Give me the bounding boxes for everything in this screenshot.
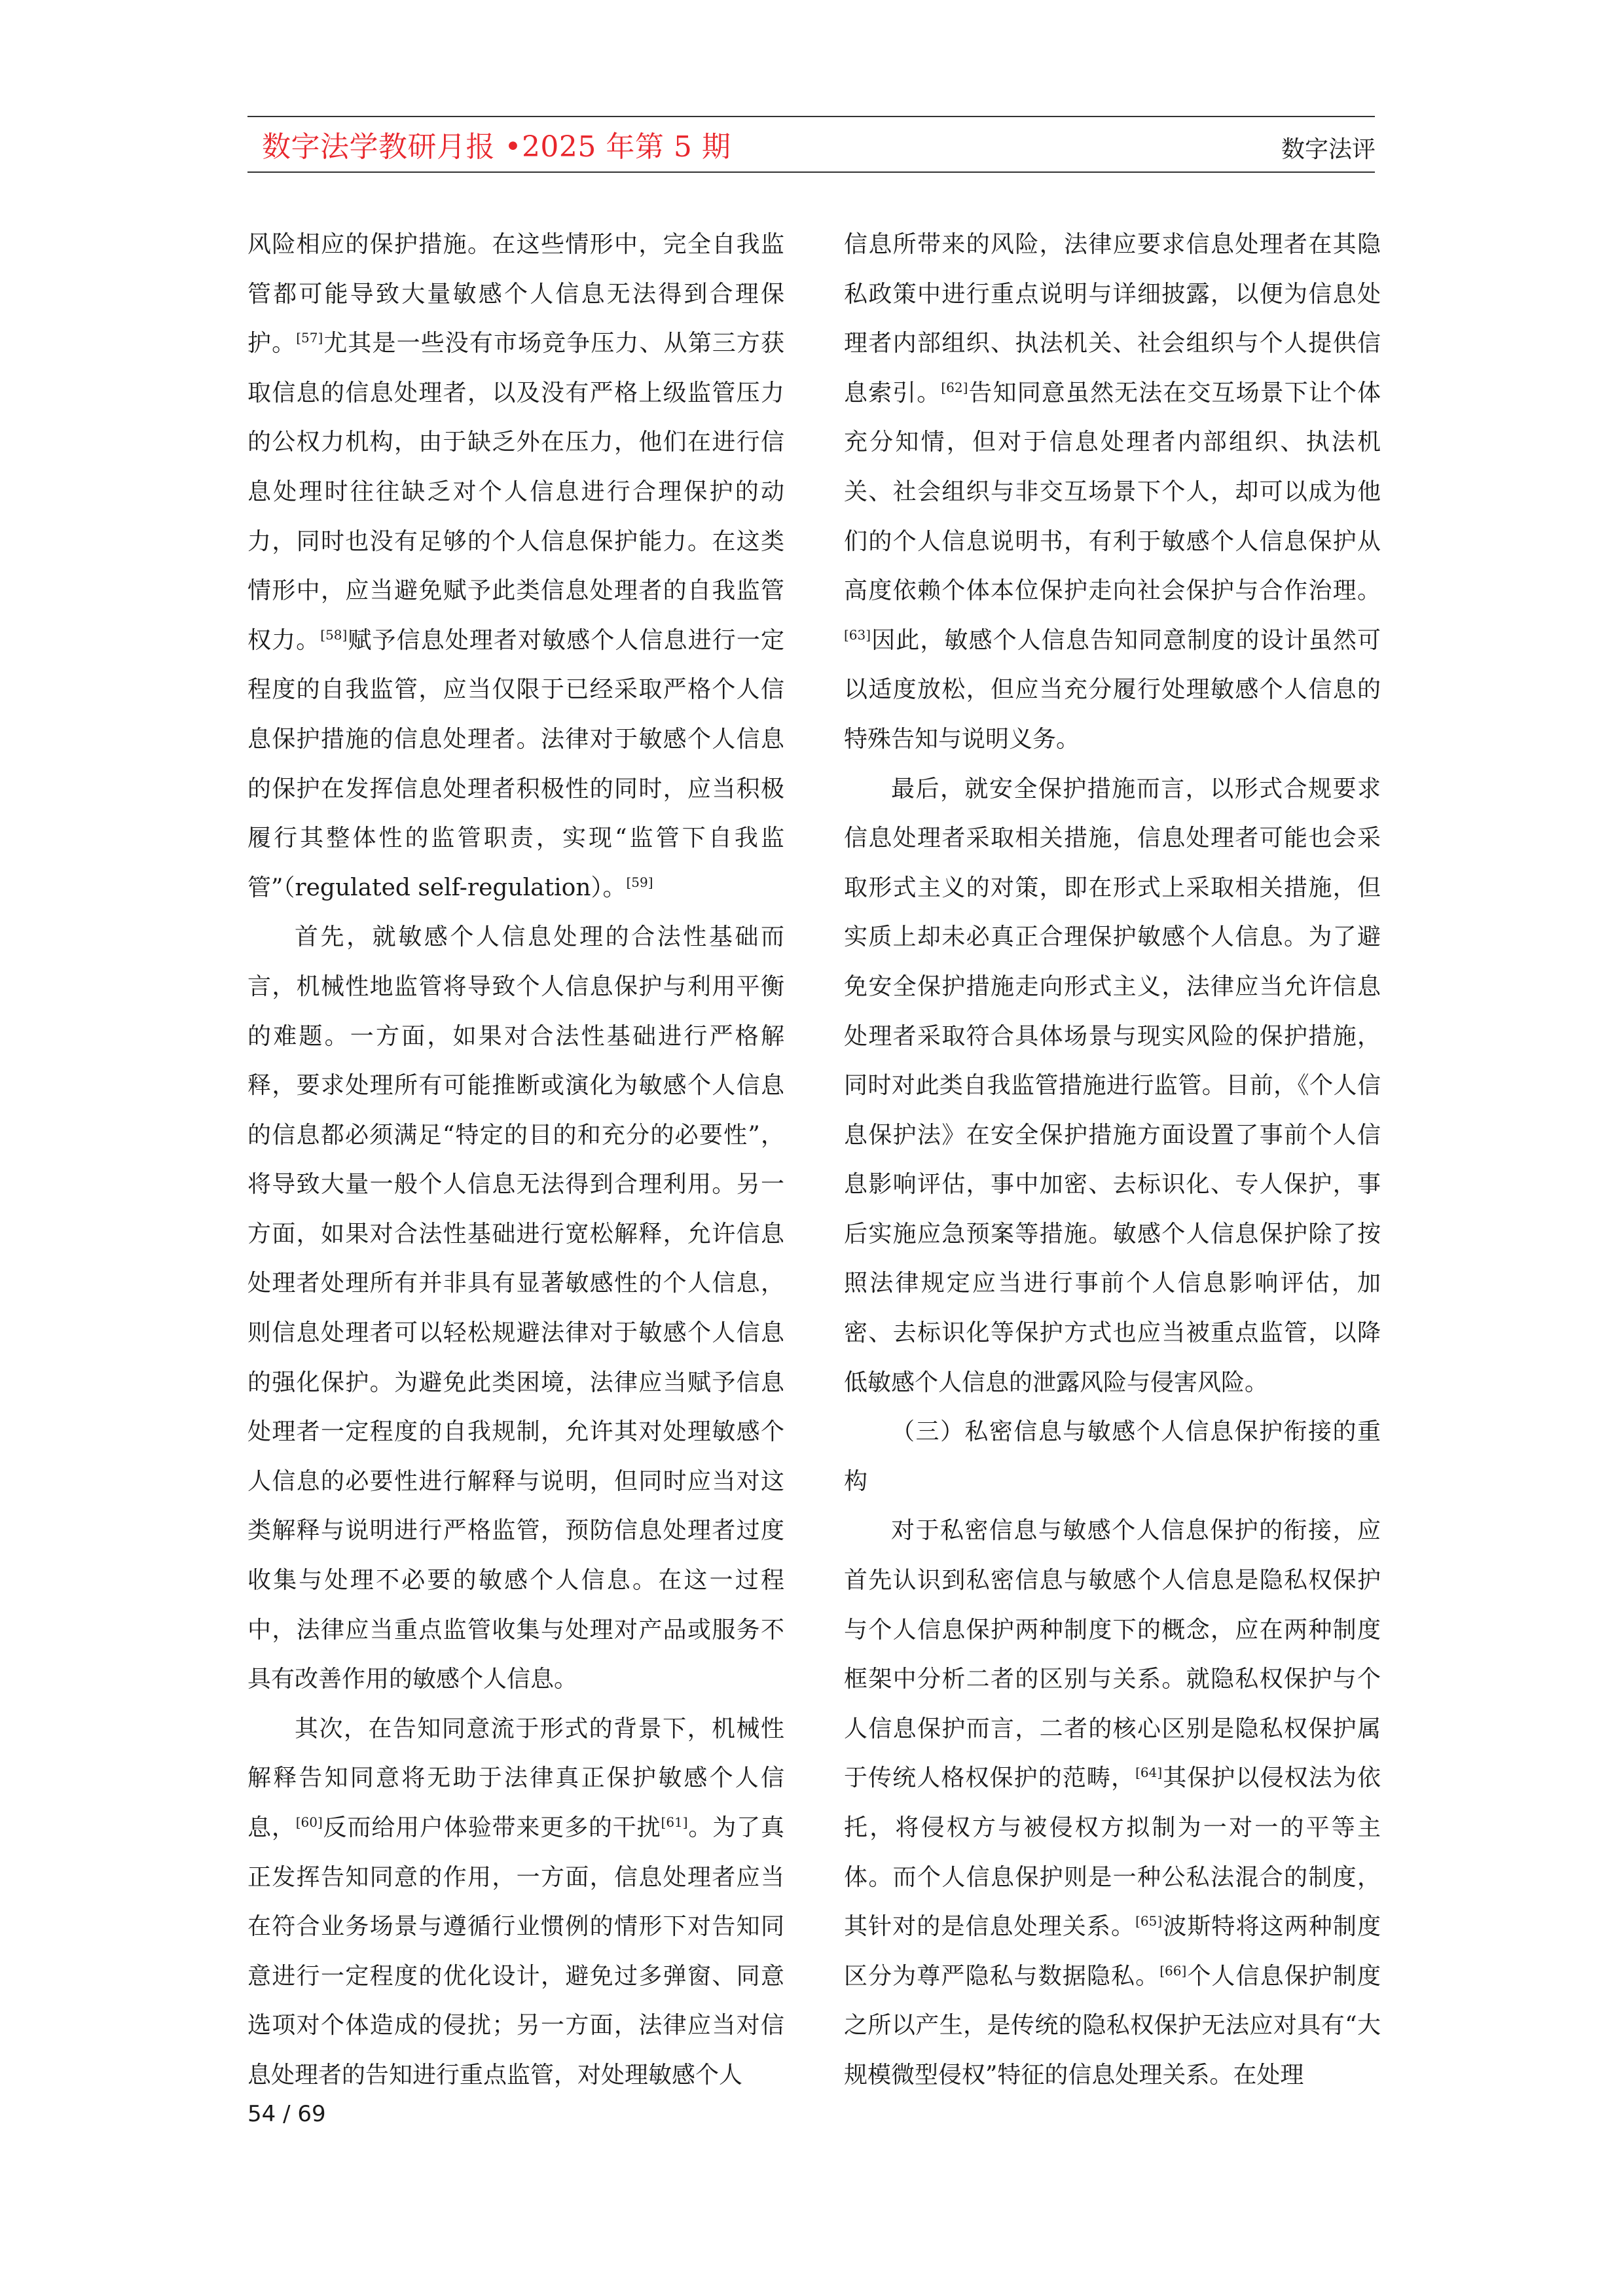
paragraph: 信息所带来的风险，法律应要求信息处理者在其隐私政策中进行重点说明与详细披露，以便为信息处理者内部组织、执法机关、社会组织与个人提供信息索引。[62]告知同意虽然无法在交互场景下让个体充分知情，但对于信息处理者内部组织、执法机关、社会组织与非交互场景下个人，却可以成为他们的个人信息说明书，有利于敏感个人信息保护从高度依赖个体本位保护走向社会保护与合作治理。[63]因此，敏感个人信息告知同意制度的设计虽然可以适度放松，但应当充分履行处理敏感个人信息的特殊告知与说明义务。 (844, 231, 1381, 753)
footnote-ref[interactable]: [59] (626, 874, 653, 890)
footnote-ref[interactable]: [58] (320, 626, 348, 643)
paragraph: 对于私密信息与敏感个人信息保护的衔接，应首先认识到私密信息与敏感个人信息是隐私权保护与个人信息保护两种制度下的概念，应在两种制度框架中分析二者的区别与关系。就隐私权保护与个人信息保护而言，二者的核心区别是隐私权保护属于传统人格权保护的范畴，[64]其保护以侵权法为依托，将侵权方与被侵权方拟制为一对一的平等主体。而个人信息保护则是一种公私法混合的制度，其针对的是信息处理关系。[65]波斯特将这两种制度区分为尊严隐私与数据隐私。[66]个人信息保护制度之所以产生，是传统的隐私权保护无法应对具有“大规模微型侵权”特征的信息处理关系。在处理 (844, 1517, 1381, 2089)
footnote-ref[interactable]: [57] (296, 330, 323, 346)
left-column (247, 220, 784, 2100)
footnote-ref[interactable]: [61] (661, 1814, 688, 1830)
paragraph: 首先，就敏感个人信息处理的合法性基础而言，机械性地监管将导致个人信息保护与利用平衡的难题。一方面，如果对合法性基础进行严格解释，要求处理所有可能推断或演化为敏感个人信息的信息都必须满足“特定的目的和充分的必要性”，将导致大量一般个人信息无法得到合理利用。另一方面，如果对合法性基础进行宽松解释，允许信息处理者处理所有并非具有显著敏感性的个人信息，则信息处理者可以轻松规避法律对于敏感个人信息的强化保护。为避免此类困境，法律应当赋予信息处理者一定程度的自我规制，允许其对处理敏感个人信息的必要性进行解释与说明，但同时应当对这类解释与说明进行严格监管，预防信息处理者过度收集与处理不必要的敏感个人信息。在这一过程中，法律应当重点监管收集与处理对产品或服务不具有改善作用的敏感个人信息。 (247, 924, 784, 1693)
footnote-ref[interactable]: [66] (1159, 1962, 1187, 1979)
journal-title: 数字法学教研月报 •2025 年第 5 期 (262, 130, 731, 164)
paragraph: 最后，就安全保护措施而言，以形式合规要求信息处理者采取相关措施，信息处理者可能也会采取形式主义的对策，即在形式上采取相关措施，但实质上却未必真正合理保护敏感个人信息。为了避免安全保护措施走向形式主义，法律应当允许信息处理者采取符合具体场景与现实风险的保护措施，同时对此类自我监管措施进行监管。目前，《个人信息保护法》在安全保护措施方面设置了事前个人信息影响评估，事中加密、去标识化、专人保护，事后实施应急预案等措施。敏感个人信息保护除了按照法律规定应当进行事前个人信息影响评估，加密、去标识化等保护方式也应当被重点监管，以降低敏感个人信息的泄露风险与侵害风险。 (844, 775, 1381, 1396)
footnote-ref[interactable]: [63] (844, 626, 871, 643)
section-title: 数字法评 (1281, 136, 1376, 163)
header-top-rule (247, 116, 1375, 117)
footnote-ref[interactable]: [62] (941, 379, 968, 395)
header-bottom-rule (247, 171, 1375, 173)
footnote-ref[interactable]: [65] (1135, 1913, 1163, 1929)
paragraph: 风险相应的保护措施。在这些情形中，完全自我监管都可能导致大量敏感个人信息无法得到合理保护。[57]尤其是一些没有市场竞争压力、从第三方获取信息的信息处理者，以及没有严格上级监管压力的公权力机构，由于缺乏外在压力，他们在进行信息处理时往往缺乏对个人信息进行合理保护的动力，同时也没有足够的个人信息保护能力。在这类情形中，应当避免赋予此类信息处理者的自我监管权力。[58]赋予信息处理者对敏感个人信息进行一定程度的自我监管，应当仅限于已经采取严格个人信息保护措施的信息处理者。法律对于敏感个人信息的保护在发挥信息处理者积极性的同时，应当积极履行其整体性的监管职责，实现“监管下自我监管”（regulated self-regulation）。[59] (247, 231, 784, 901)
section-heading: （三）私密信息与敏感个人信息保护衔接的重构 (844, 1418, 1381, 1495)
right-column (844, 220, 1381, 2100)
footnote-ref[interactable]: [60] (295, 1814, 323, 1830)
paragraph: 其次，在告知同意流于形式的背景下，机械性解释告知同意将无助于法律真正保护敏感个人信息，[60]反而给用户体验带来更多的干扰[61]。为了真正发挥告知同意的作用，一方面，信息处理者应当在符合业务场景与遵循行业惯例的情形下对告知同意进行一定程度的优化设计，避免过多弹窗、同意选项对个体造成的侵扰；另一方面，法律应当对信息处理者的告知进行重点监管，对处理敏感个人 (247, 1715, 784, 2089)
page-number: 54 / 69 (247, 2101, 326, 2127)
footnote-ref[interactable]: [64] (1135, 1765, 1163, 1781)
